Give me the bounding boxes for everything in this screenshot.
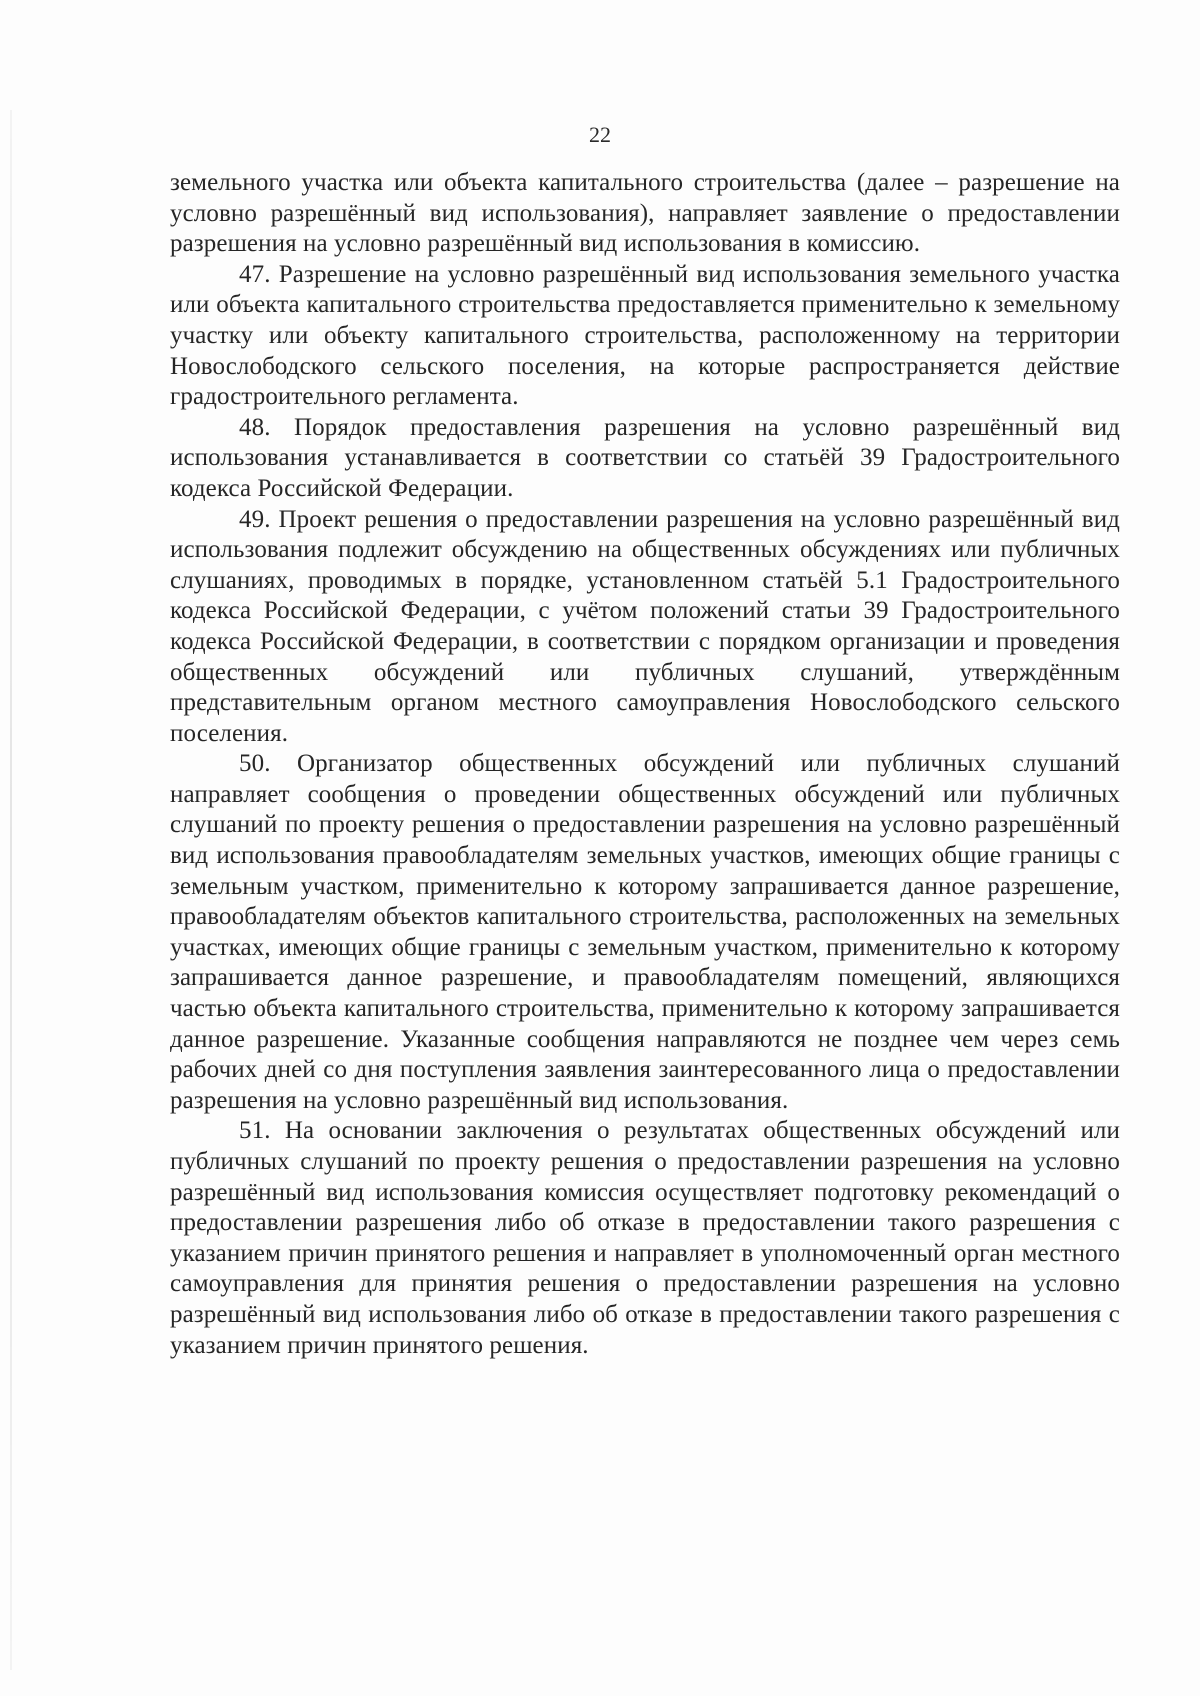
paragraph-continuation: земельного участка или объекта капитального строительства (далее – разрешение на условно разрешённый вид использования), направляет заявление о предоставлении разрешения на условно разрешённый вид использования в комиссию. [170, 169, 1120, 258]
paragraph-48: 48. Порядок предоставления разрешения на условно разрешённый вид использования устанавливается в соответствии со статьёй 39 Градостроительного кодекса Российской Федерации. [170, 413, 1120, 502]
document-body [170, 168, 1120, 1361]
paragraph-51: 51. На основании заключения о результатах общественных обсуждений или публичных слушаний по проекту решения о предоставлении разрешения на условно разрешённый вид использования комиссия осуществляет подготовку рекомендаций о предоставлении разрешения либо об отказе в предоставлении такого разрешения с указанием причин принятого решения и направляет в уполномоченный орган местного самоуправления для принятия решения о предоставлении разрешения на условно разрешённый вид использования либо об отказе в предоставлении такого разрешения с указанием причин принятого решения. [170, 1117, 1120, 1359]
page-number: 22 [589, 122, 611, 147]
paragraph-47: 47. Разрешение на условно разрешённый вид использования земельного участка или объекта капитального строительства предоставляется применительно к земельному участку или объекту капитального строительства, расположенному на территории Новослободского сельского поселения, на которые распространяется действие градостроительного регламента. [170, 260, 1120, 411]
paragraph-50: 50. Организатор общественных обсуждений или публичных слушаний направляет сообщения о проведении общественных обсуждений или публичных слушаний по проекту решения о предоставлении разрешения на условно разрешённый вид использования правообладателям земельных участков, имеющих общие границы с земельным участком, применительно к которому запрашивается данное разрешение, правообладателям объектов капитального строительства, расположенных на земельных участках, имеющих общие границы с земельным участком, применительно к которому запрашивается данное разрешение, и правообладателям помещений, являющихся частью объекта капитального строительства, применительно к которому запрашивается данное разрешение. Указанные сообщения направляются не позднее чем через семь рабочих дней со дня поступления заявления заинтересованного лица о предоставлении разрешения на условно разрешённый вид использования. [170, 750, 1120, 1114]
scan-edge-shadow [10, 110, 12, 1670]
paragraph-49: 49. Проект решения о предоставлении разрешения на условно разрешённый вид использования подлежит обсуждению на общественных обсуждениях или публичных слушаниях, проводимых в порядке, установленном статьёй 5.1 Градостроительного кодекса Российской Федерации, с учётом положений статьи 39 Градостроительного кодекса Российской Федерации, в соответствии с порядком организации и проведения общественных обсуждений или публичных слушаний, утверждённым представительным органом местного самоуправления Новослободского сельского поселения. [170, 505, 1120, 747]
